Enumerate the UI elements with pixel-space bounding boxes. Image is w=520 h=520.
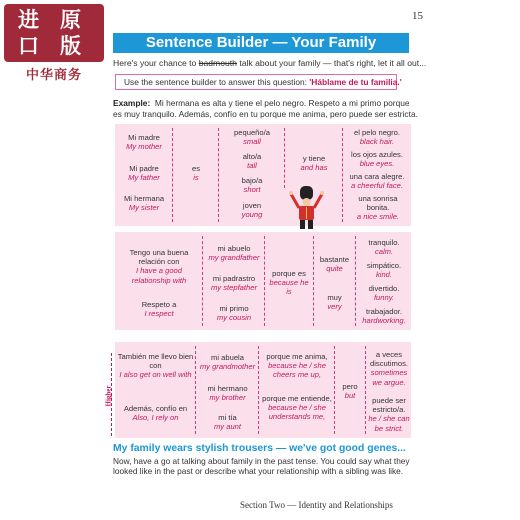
english-translation: tall [247,161,257,171]
cell [266,269,312,297]
spanish-text: mi hermano [207,384,248,393]
spanish-text: mi abuelo [217,244,251,253]
cell [345,150,409,168]
english-translation: kind. [375,270,393,280]
example-text: Mi hermana es alta y tiene el pelo negro. Respeto a mi primo porque es muy tranquilo. Además, confío en tu porque me anima, pero puede ser estricta. [113,98,418,119]
divider [172,128,173,222]
spanish-text: una sonrisa bonita. [358,194,398,213]
cell [198,413,257,431]
divider [334,346,335,434]
spanish-text: tranquilo. [368,238,400,247]
cell [345,128,409,146]
cell [367,350,411,387]
english-translation: small [243,137,261,147]
spanish-text: También me llevo bien con [117,352,194,371]
cell [205,274,263,292]
question-box [115,74,402,90]
spanish-text: Respeto a [141,300,177,309]
spanish-text: una cara alegre. [349,172,405,181]
english-translation: young [241,210,263,220]
english-translation: a cheerful face. [351,181,403,191]
page-number: 15 [412,10,423,22]
spanish-text: mi tía [218,413,237,422]
spanish-text: muy [327,293,342,302]
cell [175,164,217,182]
spanish-text: porque es [272,269,306,278]
english-translation: because he is [269,278,309,297]
spanish-text: Mi padre [129,164,159,173]
divider [284,128,285,188]
english-translation: short [243,185,261,195]
divider [313,236,314,326]
english-translation: I have a good relationship with [131,266,187,285]
intro-struck-word: badmouth [198,58,237,68]
spanish-text: alto/a [242,152,262,161]
english-translation: my grandmother [199,362,256,372]
english-translation: but [344,391,356,401]
cell [221,152,283,170]
logo-char: 原 [60,8,81,32]
cell [117,248,201,285]
cell [287,154,341,172]
bottom-heading: My family wears stylish trousers — we've got good genes... [113,443,406,454]
logo-char: 口 [18,34,39,58]
spanish-text: simpático. [366,261,402,270]
divider [365,346,366,434]
publisher-logo [0,0,108,86]
english-translation: my aunt [213,422,241,432]
spanish-text: puede ser estricto/a. [372,396,406,415]
spanish-text: porque me anima, [266,352,328,361]
english-translation: Also, I rely on [132,413,179,423]
cell [221,128,283,146]
cell [117,352,194,380]
intro-before: Here's your chance to [113,58,199,68]
question-text: Use the sentence builder to answer this question: [124,77,310,87]
page-footer: Section Two — Identity and Relationships [240,500,393,510]
english-translation: is [193,173,199,183]
english-translation: I also get on well with [119,370,192,380]
divider [202,236,203,326]
english-translation: sometimes we argue. [370,368,408,387]
spanish-text: mi padrastro [212,274,256,283]
cell [221,176,283,194]
english-translation: my stepfather [210,283,257,293]
bottom-paragraph: Now, have a go at talking about family in the past tense. You could say what they looked like in the past or describe what your relationship with a sibling was like. [113,456,410,477]
cell [205,304,263,322]
builder-panel-1 [115,124,411,226]
divider [195,346,196,434]
english-translation: calm. [374,247,394,257]
cell [117,133,171,151]
english-translation: my cousin [216,313,252,323]
spanish-text: y tiene [302,154,326,163]
cell [261,394,333,422]
spanish-text: Mi hermana [123,194,165,203]
spanish-text: porque me entiende, [262,394,332,403]
english-translation: very [327,302,342,312]
spanish-text: mi primo [219,304,249,313]
cell [198,384,257,402]
divider [218,128,219,222]
english-translation: because he / she understands me, [268,403,326,422]
cell [198,353,257,371]
cell [358,307,410,325]
spanish-text: a veces discutimos. [370,350,408,369]
cell [315,293,354,311]
spanish-text: joven [242,201,262,210]
spanish-text: Tengo una buena relación con [129,248,189,267]
cell [315,255,354,273]
higher-label: Higher [104,385,113,407]
spanish-text: trabajador. [366,307,402,316]
english-translation: I respect [144,309,174,319]
english-translation: funny. [373,293,395,303]
spanish-text: los ojos azules. [351,150,403,159]
intro-after: talk about your family — that's right, let it all out... [236,58,427,68]
english-translation: blue eyes. [359,159,395,169]
english-translation: quite [326,264,343,274]
builder-panel-3 [115,342,411,438]
english-translation: a nice smile. [356,212,400,222]
english-translation: My sister [128,203,160,213]
builder-panel-2 [115,232,411,330]
english-translation: My father [128,173,160,183]
spanish-text: bastante [319,255,350,264]
english-translation: my grandfather [208,253,260,263]
english-translation: My mother [126,142,162,152]
english-translation: he / she can be strict. [368,414,410,433]
english-translation: my brother [209,393,246,403]
cell [336,382,364,400]
cell [358,261,410,279]
spanish-text: pero [342,382,358,391]
royal-guard-illustration [286,184,328,230]
spanish-text: bajo/a [241,176,263,185]
cell [358,284,410,302]
cell [117,194,171,212]
english-translation: because he / she cheers me up, [268,361,326,380]
intro-text [113,58,427,68]
spanish-text: mi abuela [211,353,244,362]
english-translation: black hair. [359,137,395,147]
cell [358,238,410,256]
cell [117,404,194,422]
logo-subtitle: 中华商务 [25,68,82,83]
cell [261,352,333,380]
spanish-text: pequeño/a [234,128,270,137]
cell [367,396,411,433]
logo-char: 版 [60,34,81,58]
page-title: Sentence Builder — Your Family [113,33,409,53]
cell [221,201,283,219]
question-highlight: 'Háblame de tu familia.' [309,77,402,87]
spanish-text: el pelo negro. [353,128,401,137]
spanish-text: Mi madre [128,133,160,142]
divider [355,236,356,326]
spanish-text: Además, confío en [123,404,188,413]
cell [347,194,409,222]
cell [343,172,411,190]
cell [205,244,263,262]
spanish-text: es [191,164,201,173]
divider [264,236,265,326]
logo-badge [4,4,104,62]
spanish-text: divertido. [368,284,400,293]
cell [117,300,201,318]
example-paragraph [113,98,419,120]
english-translation: hardworking. [362,316,406,326]
example-label: Example: [113,98,151,108]
english-translation: and has [300,163,328,173]
logo-char: 进 [18,8,39,32]
cell [117,164,171,182]
divider [258,346,259,434]
